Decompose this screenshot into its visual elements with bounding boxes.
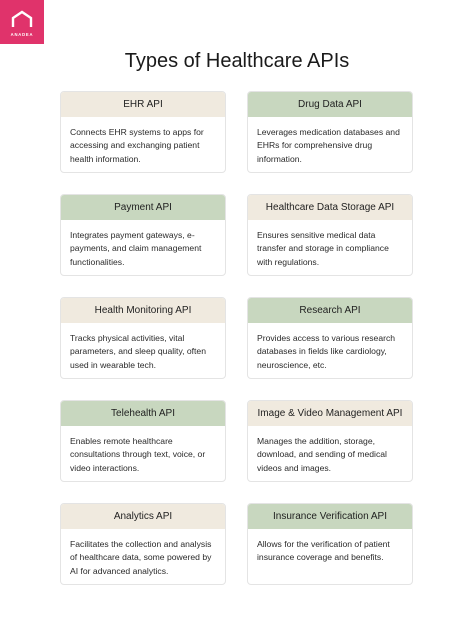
card-description: Leverages medication databases and EHRs for comprehensive drug information. [257, 127, 400, 164]
card-title: EHR API [61, 92, 225, 117]
api-card-ehr [60, 91, 226, 173]
card-description: Facilitates the collection and analysis of healthcare data, some powered by AI for advanced analytics. [70, 539, 212, 576]
api-card-analytics [60, 503, 226, 585]
api-card-drug-data [247, 91, 413, 173]
card-title: Payment API [61, 195, 225, 220]
card-title: Insurance Verification API [248, 504, 412, 529]
api-card-health-monitoring [60, 297, 226, 379]
card-title: Image & Video Management API [248, 401, 412, 426]
card-title: Health Monitoring API [61, 298, 225, 323]
card-title: Telehealth API [61, 401, 225, 426]
card-description: Connects EHR systems to apps for accessing and exchanging patient health information. [70, 127, 204, 164]
brand-name: ANADEA [10, 32, 34, 37]
brand-logo [0, 0, 44, 44]
card-description: Tracks physical activities, vital parameters, and sleep quality, often used in wearable tech. [70, 333, 206, 370]
card-title: Drug Data API [248, 92, 412, 117]
card-description: Allows for the verification of patient insurance coverage and benefits. [257, 539, 390, 563]
card-title: Research API [248, 298, 412, 323]
card-description: Provides access to various research databases in fields like cardiology, neuroscience, etc. [257, 333, 396, 370]
house-logo-icon [10, 9, 34, 29]
page-title: Types of Healthcare APIs [124, 50, 350, 72]
card-title: Healthcare Data Storage API [248, 195, 412, 220]
api-card-telehealth [60, 400, 226, 482]
card-description: Manages the addition, storage, download, and sending of medical videos and images. [257, 436, 387, 473]
api-card-payment [60, 194, 226, 276]
card-description: Integrates payment gateways, e-payments, and claim management functionalities. [70, 230, 202, 267]
api-card-image-video [247, 400, 413, 482]
card-title: Analytics API [61, 504, 225, 529]
card-description: Ensures sensitive medical data transfer and storage in compliance with regulations. [257, 230, 389, 267]
api-card-insurance [247, 503, 413, 585]
card-description: Enables remote healthcare consultations through text, voice, or video interactions. [70, 436, 206, 473]
api-card-data-storage [247, 194, 413, 276]
api-card-research [247, 297, 413, 379]
